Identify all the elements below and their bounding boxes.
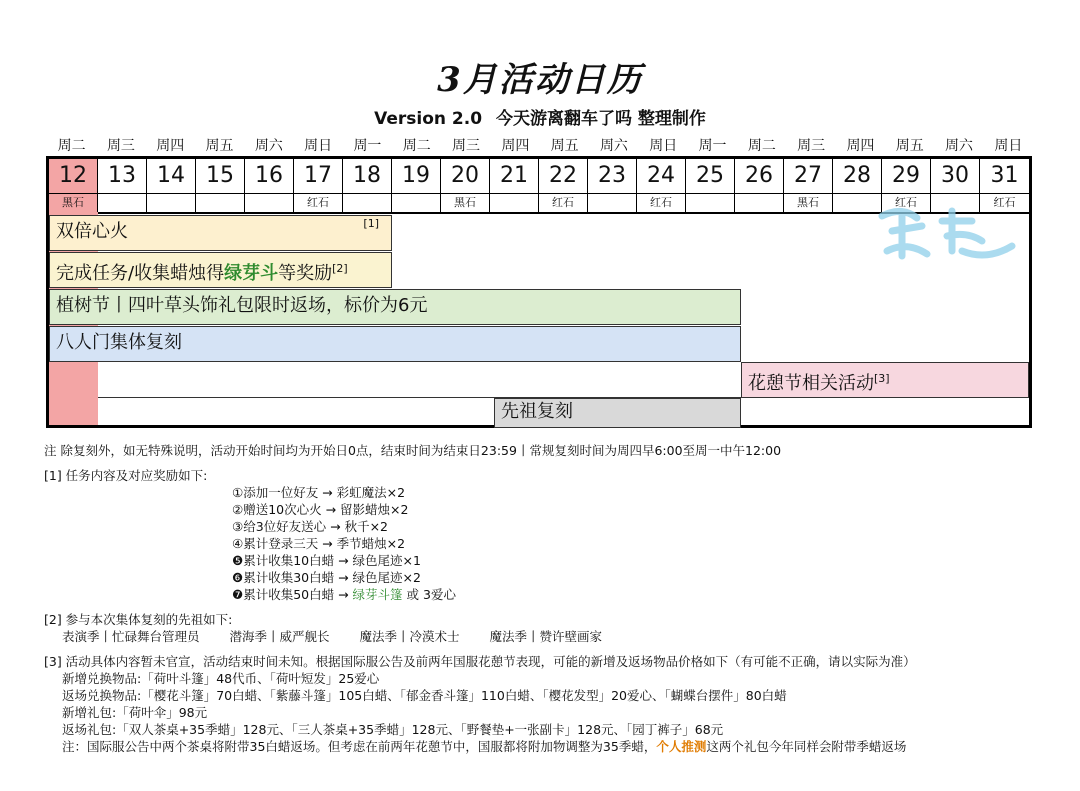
date-number: 22 [539,159,587,194]
weekday-label: 周二 [747,138,776,154]
date-number: 28 [833,159,881,194]
event-flower-festival[interactable]: 花憩节相关活动[3] [741,362,1029,398]
note-1-item: ①添加一位好友 → 彩虹魔法×2 [232,485,406,500]
weekday-label: 周四 [156,138,185,154]
event-tasks[interactable]: 完成任务/收集蜡烛得绿芽斗等奖励[2] [49,252,392,288]
date-cell[interactable] [588,159,637,212]
weekday-label: 周五 [205,138,234,154]
weekday-label: 周三 [797,138,826,154]
weekday-label: 周五 [550,138,579,154]
note-1-item: ❺累计收集10白蜡 → 绿色尾迹×1 [232,553,421,568]
weekday-label: 周日 [649,138,678,154]
page-title: 3月活动日历 [437,60,643,100]
date-cell[interactable] [343,159,392,212]
weekday-label: 周四 [501,138,530,154]
candle-tag: 红石 [650,196,672,209]
date-number: 13 [98,159,146,194]
date-number: 16 [245,159,293,194]
author-label: 今天游离翻车了吗 整理制作 [495,109,706,129]
date-number: 25 [686,159,734,194]
date-number: 26 [735,159,783,194]
date-cell[interactable] [392,159,441,212]
ancestor-list [44,628,1064,645]
date-cell[interactable] [784,159,833,212]
date-cell[interactable] [147,159,196,212]
date-cell[interactable] [245,159,294,212]
weekday-label: 周六 [945,138,974,154]
event-eight-gate[interactable]: 八人门集体复刻 [49,326,741,362]
weekday-label: 周一 [698,138,727,154]
date-number: 30 [931,159,979,194]
date-cell[interactable] [735,159,784,212]
weekday-label: 周三 [452,138,481,154]
weekday-label: 周四 [846,138,875,154]
date-cell[interactable] [98,159,147,212]
date-number: 29 [882,159,930,194]
event-arbor-day[interactable]: 植树节丨四叶草头饰礼包限时返场，标价为6元 [49,289,741,325]
note-1-item: ③给3位好友送心 → 秋千×2 [232,519,389,534]
date-number: 15 [196,159,244,194]
note-3-line: 新增兑换物品:「荷叶斗篷」48代币、「荷叶短发」25爱心 [62,671,380,686]
date-number: 17 [294,159,342,194]
date-number: 18 [343,159,391,194]
version-label: Version 2.0 [374,109,483,129]
sky-logo-icon [872,196,1022,266]
weekday-label: 周二 [402,138,431,154]
ancestor-item: 魔法季丨赞许壁画家 [489,629,603,644]
note-3-line: 返场礼包:「双人茶桌+35季蜡」128元、「三人茶桌+35季蜡」128元、「野餐垫+一张副卡」128元、「园丁裤子」68元 [62,722,724,737]
date-number: 31 [980,159,1029,194]
date-cell[interactable] [49,159,98,212]
date-number: 21 [490,159,538,194]
date-cell[interactable] [686,159,735,212]
weekday-label: 周六 [254,138,283,154]
note-1-item: ④累计登录三天 → 季节蜡烛×2 [232,536,406,551]
weekday-label: 周五 [895,138,924,154]
event-ancestor[interactable]: 先祖复刻 [494,398,741,428]
date-number: 20 [441,159,489,194]
note-2-title: [2] 参与本次集体复刻的先祖如下: [44,612,233,627]
note-1-item: ②赠送10次心火 → 留影蜡烛×2 [232,502,409,517]
note-1-item: ❼累计收集50白蜡 → 绿芽斗篷 或 3爱心 [232,587,456,602]
date-cell[interactable] [490,159,539,212]
row-divider [98,397,1029,398]
weekday-header [47,136,1033,156]
date-cell[interactable] [637,159,686,212]
weekday-label: 周日 [304,138,333,154]
date-cell[interactable] [196,159,245,212]
date-number: 27 [784,159,832,194]
weekday-label: 周日 [994,138,1023,154]
note-1-title: [1] 任务内容及对应奖励如下: [44,468,208,483]
candle-tag: 红石 [895,196,917,209]
candle-tag: 黑石 [454,196,476,209]
note-3-title: [3] 活动具体内容暂未官宣，活动结束时间未知。根据国际服公告及前两年国服花憩节表现，可能的新增及返场物品价格如下（有可能不正确，请以实际为准） [44,654,916,669]
candle-tag: 红石 [307,196,329,209]
note-1-item: ❻累计收集30白蜡 → 绿色尾迹×2 [232,570,421,585]
date-number: 14 [147,159,195,194]
date-cell[interactable] [539,159,588,212]
candle-tag: 黑石 [62,196,84,209]
weekday-label: 周一 [353,138,382,154]
page-subtitle [0,104,1080,129]
ancestor-item: 表演季丨忙碌舞台管理员 [62,629,200,644]
date-number: 12 [49,159,97,194]
weekday-label: 周二 [57,138,86,154]
ancestor-item: 潜海季丨威严舰长 [229,629,330,644]
date-number: 19 [392,159,440,194]
event-double-candle[interactable]: 双倍心火 [1] [49,215,392,251]
weekday-label: 周三 [106,138,135,154]
date-cell[interactable] [294,159,343,212]
date-number: 23 [588,159,636,194]
date-cell[interactable] [441,159,490,212]
ancestor-item: 魔法季丨冷漠术士 [359,629,460,644]
candle-tag: 黑石 [797,196,819,209]
note-3-footnote: 注：国际服公告中两个茶桌将附带35白蜡返场。但考虑在前两年花憩节中，国服都将附加物调整为35季蜡，个人推测这两个礼包今年同样会附带季蜡返场 [62,739,907,754]
notes-section [44,442,1064,755]
note-3-line: 返场兑换物品:「樱花斗篷」70白蜡、「紫藤斗篷」105白蜡、「郁金香斗篷」110白蜡、「樱花发型」20爱心、「蝴蝶台摆件」80白蜡 [62,688,787,703]
candle-tag: 红石 [552,196,574,209]
date-number: 24 [637,159,685,194]
candle-tag: 红石 [993,196,1016,209]
note-3-line: 新增礼包:「荷叶伞」98元 [62,705,208,720]
note-general: 注 除复刻外，如无特殊说明，活动开始时间均为开始日0点，结束时间为结束日23:59丨常规复刻时间为周四早6:00至周一中午12:00 [44,443,782,458]
weekday-label: 周六 [599,138,628,154]
